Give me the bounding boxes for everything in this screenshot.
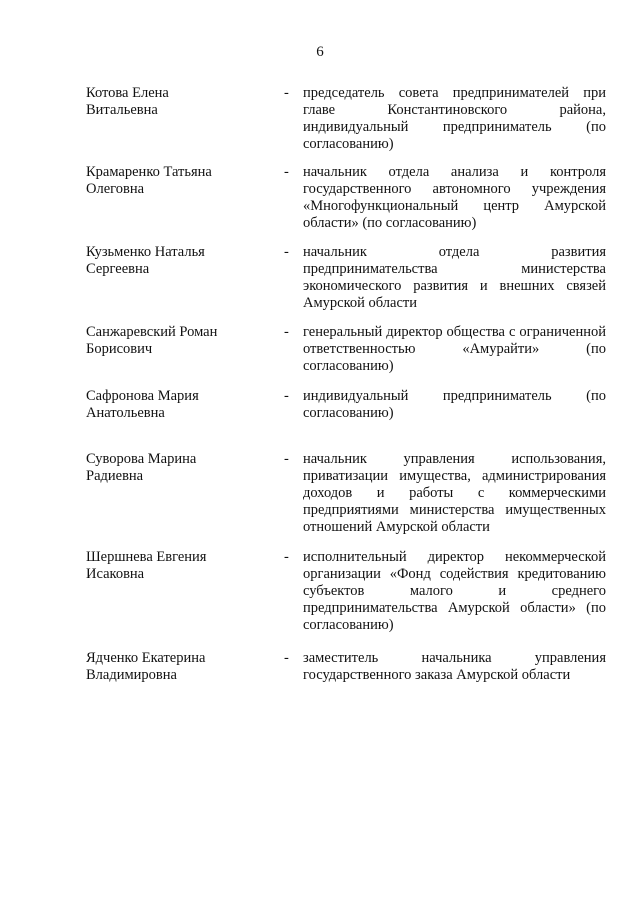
member-dash: - [284,244,289,260]
member-name: Котова Елена Витальевна [86,85,169,118]
member-role: начальник отдела развития предпринимательства министерства экономического развития и внешних связей Амурской области [303,244,606,311]
member-name: Крамаренко Татьяна Олеговна [86,164,212,197]
member-name: Шершнева Евгения Исаковна [86,549,207,582]
member-name: Ядченко Екатерина Владимировна [86,650,206,683]
member-role: председатель совета предпринимателей при главе Константиновского района, индивидуальный предприниматель (по согласованию) [303,85,606,152]
member-role: исполнительный директор некоммерческой организации «Фонд содействия кредитованию субъектов малого и среднего предпринимательства Амурской области» (по согласованию) [303,549,606,633]
member-role: начальник отдела анализа и контроля государственного автономного учреждения «Многофункциональный центр Амурской области» (по согласованию) [303,164,606,231]
member-dash: - [284,388,289,404]
member-name: Кузьменко Наталья Сергеевна [86,244,205,277]
member-dash: - [284,549,289,565]
member-name: Санжаревский Роман Борисович [86,324,218,357]
member-role: заместитель начальника управления государственного заказа Амурской области [303,650,606,683]
member-dash: - [284,451,289,467]
page-number: 6 [316,44,324,60]
member-dash: - [284,164,289,180]
member-role: индивидуальный предприниматель (по согласованию) [303,388,606,421]
member-role: генеральный директор общества с ограниченной ответственностью «Амурайти» (по согласованию) [303,324,606,374]
member-name: Суворова Марина Радиевна [86,451,197,484]
member-dash: - [284,324,289,340]
member-role: начальник управления использования, приватизации имущества, администрирования доходов и работы с коммерческими предприятиями министерства имущественных отношений Амурской области [303,451,606,535]
member-dash: - [284,650,289,666]
member-dash: - [284,85,289,101]
member-name: Сафронова Мария Анатольевна [86,388,199,421]
